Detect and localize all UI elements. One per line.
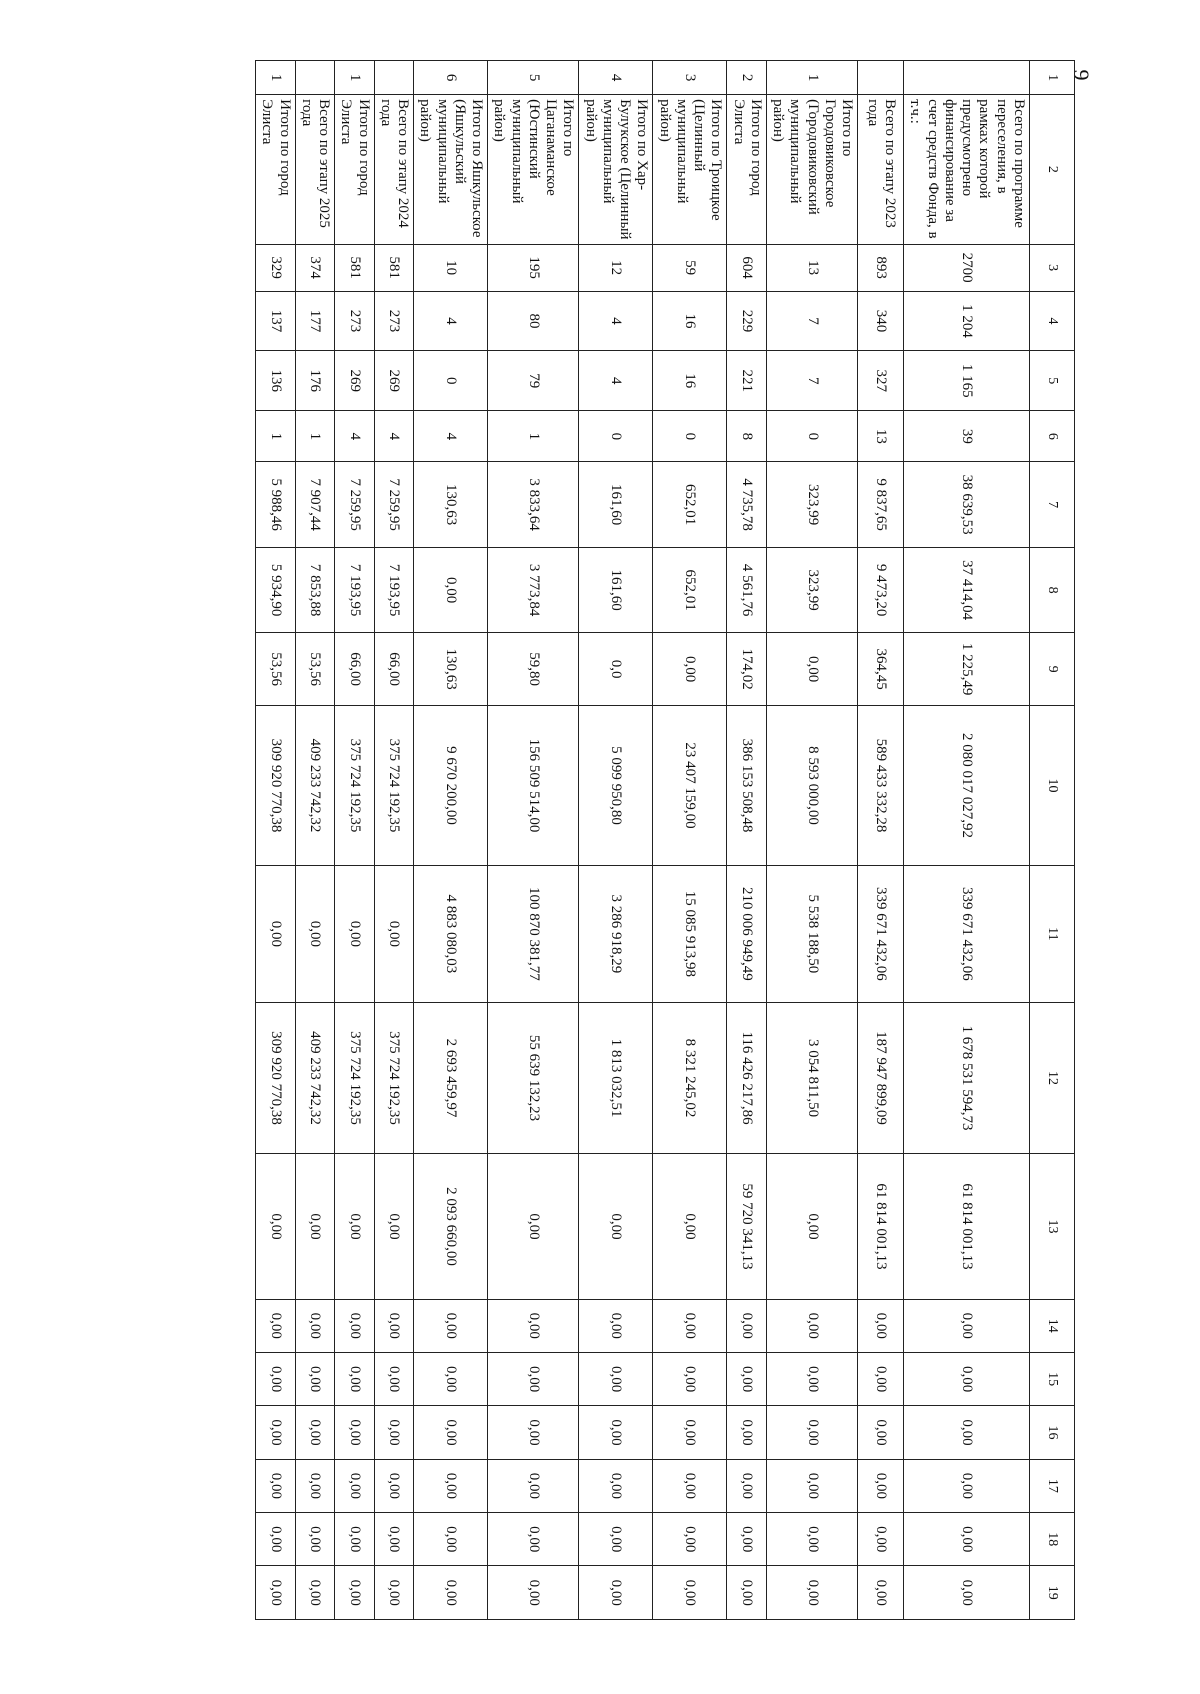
cell-value: 156 509 514,00 <box>488 705 579 865</box>
cell-value: 0,00 <box>488 1513 579 1566</box>
column-header: 12 <box>1030 1002 1075 1154</box>
cell-value: 2 693 459,97 <box>414 1002 488 1154</box>
row-label: Итого по Городовиковское (Городовиковский муниципальный район) <box>767 95 858 244</box>
cell-value: 4 <box>414 411 488 462</box>
cell-value: 0,00 <box>579 1154 653 1299</box>
resettlement-finance-table <box>255 60 1075 1620</box>
cell-value: 1 <box>256 411 296 462</box>
cell-value: 0,00 <box>904 1513 1030 1566</box>
cell-value: 4 561,76 <box>727 547 767 632</box>
cell-value: 116 426 217,86 <box>727 1002 767 1154</box>
cell-value: 0,00 <box>904 1352 1030 1405</box>
cell-value: 2 080 017 027,92 <box>904 705 1030 865</box>
column-header: 10 <box>1030 705 1075 865</box>
cell-value: 80 <box>488 291 579 351</box>
cell-value: 273 <box>374 291 414 351</box>
cell-value: 0,00 <box>727 1459 767 1512</box>
column-header: 17 <box>1030 1459 1075 1512</box>
row-number: 5 <box>488 61 579 95</box>
cell-value: 0,00 <box>335 1154 375 1299</box>
cell-value: 1 813 032,51 <box>579 1002 653 1154</box>
cell-value: 0,00 <box>727 1299 767 1352</box>
cell-value: 4 735,78 <box>727 462 767 547</box>
cell-value: 323,99 <box>767 547 858 632</box>
cell-value: 0,00 <box>579 1352 653 1405</box>
cell-value: 0,00 <box>374 1566 414 1620</box>
cell-value: 375 724 192,35 <box>335 705 375 865</box>
column-header: 4 <box>1030 291 1075 351</box>
cell-value: 12 <box>579 244 653 291</box>
table-row <box>374 61 414 1620</box>
cell-value: 0,00 <box>904 1299 1030 1352</box>
cell-value: 0,00 <box>414 1566 488 1620</box>
cell-value: 2700 <box>904 244 1030 291</box>
cell-value: 5 099 950,80 <box>579 705 653 865</box>
row-label: Итого по город Элиста <box>335 95 375 244</box>
table-row <box>256 61 296 1620</box>
cell-value: 130,63 <box>414 462 488 547</box>
column-header: 8 <box>1030 547 1075 632</box>
column-header: 7 <box>1030 462 1075 547</box>
cell-value: 0,00 <box>335 1299 375 1352</box>
column-header: 5 <box>1030 351 1075 411</box>
cell-value: 339 671 432,06 <box>904 866 1030 1003</box>
cell-value: 0,00 <box>858 1459 904 1512</box>
cell-value: 0,0 <box>579 633 653 706</box>
column-header: 16 <box>1030 1406 1075 1459</box>
cell-value: 0,00 <box>414 1352 488 1405</box>
cell-value: 3 833,64 <box>488 462 579 547</box>
cell-value: 66,00 <box>335 633 375 706</box>
cell-value: 0,00 <box>579 1566 653 1620</box>
cell-value: 269 <box>374 351 414 411</box>
cell-value: 0,00 <box>767 1299 858 1352</box>
cell-value: 0,00 <box>374 1513 414 1566</box>
cell-value: 0,00 <box>488 1352 579 1405</box>
cell-value: 0,00 <box>335 1352 375 1405</box>
cell-value: 0,00 <box>256 1459 296 1512</box>
cell-value: 0,00 <box>414 1513 488 1566</box>
cell-value: 0,00 <box>767 633 858 706</box>
table-row <box>904 61 1030 1620</box>
cell-value: 0,00 <box>767 1566 858 1620</box>
row-number <box>374 61 414 95</box>
cell-value: 9 837,65 <box>858 462 904 547</box>
cell-value: 79 <box>488 351 579 411</box>
cell-value: 309 920 770,38 <box>256 705 296 865</box>
row-label: Итого по Яшкульское (Яшкульский муниципальный район) <box>414 95 488 244</box>
cell-value: 23 407 159,00 <box>653 705 727 865</box>
cell-value: 0,00 <box>727 1566 767 1620</box>
cell-value: 0,00 <box>858 1299 904 1352</box>
cell-value: 2 093 660,00 <box>414 1154 488 1299</box>
cell-value: 53,56 <box>256 633 296 706</box>
cell-value: 0,00 <box>335 1459 375 1512</box>
cell-value: 409 233 742,32 <box>295 705 335 865</box>
row-label: Всего по этапу 2024 года <box>374 95 414 244</box>
table-row <box>727 61 767 1620</box>
cell-value: 3 054 811,50 <box>767 1002 858 1154</box>
cell-value: 1 678 531 594,73 <box>904 1002 1030 1154</box>
cell-value: 7 193,95 <box>374 547 414 632</box>
cell-value: 136 <box>256 351 296 411</box>
cell-value: 7 259,95 <box>374 462 414 547</box>
cell-value: 0,00 <box>295 1352 335 1405</box>
table-row <box>295 61 335 1620</box>
cell-value: 0,00 <box>374 1406 414 1459</box>
cell-value: 0,00 <box>295 1154 335 1299</box>
row-label: Всего по этапу 2023 года <box>858 95 904 244</box>
column-header: 1 <box>1030 61 1075 95</box>
column-header: 11 <box>1030 866 1075 1003</box>
cell-value: 0 <box>767 411 858 462</box>
cell-value: 0,00 <box>653 633 727 706</box>
table-row <box>858 61 904 1620</box>
cell-value: 1 <box>295 411 335 462</box>
cell-value: 0,00 <box>256 1406 296 1459</box>
row-number <box>295 61 335 95</box>
cell-value: 0,00 <box>335 1566 375 1620</box>
cell-value: 339 671 432,06 <box>858 866 904 1003</box>
cell-value: 187 947 899,09 <box>858 1002 904 1154</box>
cell-value: 0,00 <box>767 1154 858 1299</box>
cell-value: 0,00 <box>579 1513 653 1566</box>
cell-value: 7 193,95 <box>335 547 375 632</box>
cell-value: 4 <box>579 291 653 351</box>
column-header: 14 <box>1030 1299 1075 1352</box>
cell-value: 210 006 949,49 <box>727 866 767 1003</box>
cell-value: 0,00 <box>488 1459 579 1512</box>
cell-value: 137 <box>256 291 296 351</box>
cell-value: 221 <box>727 351 767 411</box>
cell-value: 0,00 <box>295 1513 335 1566</box>
cell-value: 0,00 <box>579 1299 653 1352</box>
cell-value: 409 233 742,32 <box>295 1002 335 1154</box>
cell-value: 4 883 080,03 <box>414 866 488 1003</box>
row-number: 1 <box>335 61 375 95</box>
column-header: 18 <box>1030 1513 1075 1566</box>
cell-value: 0,00 <box>414 1459 488 1512</box>
cell-value: 0,00 <box>579 1406 653 1459</box>
cell-value: 589 433 332,28 <box>858 705 904 865</box>
table-row <box>653 61 727 1620</box>
cell-value: 0,00 <box>488 1566 579 1620</box>
row-label: Итого по Цаганаманское (Юстинский муниципальный район) <box>488 95 579 244</box>
cell-value: 0,00 <box>904 1406 1030 1459</box>
cell-value: 0,00 <box>374 866 414 1003</box>
cell-value: 0,00 <box>579 1459 653 1512</box>
table-row <box>488 61 579 1620</box>
header-row <box>1030 61 1075 1620</box>
cell-value: 0,00 <box>653 1513 727 1566</box>
cell-value: 581 <box>374 244 414 291</box>
cell-value: 4 <box>579 351 653 411</box>
cell-value: 59 720 341,13 <box>727 1154 767 1299</box>
row-label: Итого по Троицкое (Целинный муниципальный район) <box>653 95 727 244</box>
cell-value: 0,00 <box>767 1406 858 1459</box>
column-header: 3 <box>1030 244 1075 291</box>
cell-value: 0,00 <box>256 1566 296 1620</box>
rotated-table-container <box>65 60 1075 1620</box>
cell-value: 7 259,95 <box>335 462 375 547</box>
cell-value: 37 414,04 <box>904 547 1030 632</box>
cell-value: 0,00 <box>256 1352 296 1405</box>
cell-value: 652,01 <box>653 462 727 547</box>
cell-value: 13 <box>858 411 904 462</box>
cell-value: 0,00 <box>256 866 296 1003</box>
cell-value: 0,00 <box>414 547 488 632</box>
cell-value: 0,00 <box>904 1459 1030 1512</box>
cell-value: 0,00 <box>653 1459 727 1512</box>
cell-value: 0 <box>579 411 653 462</box>
cell-value: 0,00 <box>295 866 335 1003</box>
column-header: 2 <box>1030 95 1075 244</box>
cell-value: 893 <box>858 244 904 291</box>
row-number: 3 <box>653 61 727 95</box>
cell-value: 9 670 200,00 <box>414 705 488 865</box>
cell-value: 5 538 188,50 <box>767 866 858 1003</box>
row-label: Всего по этапу 2025 года <box>295 95 335 244</box>
row-label: Итого по город Элиста <box>727 95 767 244</box>
cell-value: 0,00 <box>653 1352 727 1405</box>
cell-value: 130,63 <box>414 633 488 706</box>
cell-value: 4 <box>414 291 488 351</box>
cell-value: 7 853,88 <box>295 547 335 632</box>
cell-value: 0,00 <box>414 1299 488 1352</box>
cell-value: 195 <box>488 244 579 291</box>
cell-value: 0,00 <box>374 1299 414 1352</box>
cell-value: 0,00 <box>335 1406 375 1459</box>
cell-value: 53,56 <box>295 633 335 706</box>
cell-value: 0,00 <box>374 1352 414 1405</box>
row-number: 6 <box>414 61 488 95</box>
cell-value: 0 <box>653 411 727 462</box>
cell-value: 652,01 <box>653 547 727 632</box>
cell-value: 1 204 <box>904 291 1030 351</box>
row-number <box>858 61 904 95</box>
cell-value: 0,00 <box>488 1299 579 1352</box>
cell-value: 375 724 192,35 <box>335 1002 375 1154</box>
cell-value: 7 <box>767 351 858 411</box>
cell-value: 0,00 <box>767 1513 858 1566</box>
cell-value: 177 <box>295 291 335 351</box>
cell-value: 176 <box>295 351 335 411</box>
cell-value: 15 085 913,98 <box>653 866 727 1003</box>
cell-value: 8 321 245,02 <box>653 1002 727 1154</box>
cell-value: 0,00 <box>858 1352 904 1405</box>
table-row <box>767 61 858 1620</box>
cell-value: 329 <box>256 244 296 291</box>
cell-value: 229 <box>727 291 767 351</box>
cell-value: 13 <box>767 244 858 291</box>
cell-value: 0,00 <box>653 1406 727 1459</box>
cell-value: 0,00 <box>295 1299 335 1352</box>
cell-value: 0,00 <box>727 1406 767 1459</box>
row-number: 1 <box>256 61 296 95</box>
cell-value: 327 <box>858 351 904 411</box>
cell-value: 3 773,84 <box>488 547 579 632</box>
row-label: Всего по программе переселения, в рамках которой предусмотрено финансирование за счет средств Фонда, в т.ч.: <box>904 95 1030 244</box>
cell-value: 3 286 918,29 <box>579 866 653 1003</box>
cell-value: 38 639,53 <box>904 462 1030 547</box>
cell-value: 0,00 <box>727 1513 767 1566</box>
row-number: 2 <box>727 61 767 95</box>
cell-value: 0,00 <box>858 1513 904 1566</box>
cell-value: 4 <box>335 411 375 462</box>
cell-value: 375 724 192,35 <box>374 1002 414 1154</box>
cell-value: 39 <box>904 411 1030 462</box>
row-number: 1 <box>767 61 858 95</box>
cell-value: 0,00 <box>767 1459 858 1512</box>
cell-value: 16 <box>653 291 727 351</box>
column-header: 9 <box>1030 633 1075 706</box>
cell-value: 8 <box>727 411 767 462</box>
column-header: 6 <box>1030 411 1075 462</box>
cell-value: 581 <box>335 244 375 291</box>
cell-value: 5 934,90 <box>256 547 296 632</box>
cell-value: 0,00 <box>256 1513 296 1566</box>
cell-value: 61 814 001,13 <box>904 1154 1030 1299</box>
cell-value: 364,45 <box>858 633 904 706</box>
cell-value: 1 225,49 <box>904 633 1030 706</box>
cell-value: 55 639 132,23 <box>488 1002 579 1154</box>
cell-value: 0,00 <box>335 866 375 1003</box>
cell-value: 340 <box>858 291 904 351</box>
cell-value: 161,60 <box>579 547 653 632</box>
cell-value: 0,00 <box>488 1406 579 1459</box>
table-row <box>414 61 488 1620</box>
row-number <box>904 61 1030 95</box>
cell-value: 0,00 <box>858 1566 904 1620</box>
cell-value: 273 <box>335 291 375 351</box>
cell-value: 59 <box>653 244 727 291</box>
cell-value: 4 <box>374 411 414 462</box>
cell-value: 59,80 <box>488 633 579 706</box>
column-header: 15 <box>1030 1352 1075 1405</box>
cell-value: 61 814 001,13 <box>858 1154 904 1299</box>
cell-value: 5 988,46 <box>256 462 296 547</box>
cell-value: 0,00 <box>295 1566 335 1620</box>
column-header: 19 <box>1030 1566 1075 1620</box>
column-header: 13 <box>1030 1154 1075 1299</box>
cell-value: 1 165 <box>904 351 1030 411</box>
table-row <box>579 61 653 1620</box>
cell-value: 0,00 <box>727 1352 767 1405</box>
cell-value: 269 <box>335 351 375 411</box>
cell-value: 375 724 192,35 <box>374 705 414 865</box>
cell-value: 0,00 <box>335 1513 375 1566</box>
cell-value: 604 <box>727 244 767 291</box>
cell-value: 0,00 <box>858 1406 904 1459</box>
cell-value: 174,02 <box>727 633 767 706</box>
cell-value: 0,00 <box>295 1459 335 1512</box>
row-label: Итого по Хар-Булукское (Целинный муниципальный район) <box>579 95 653 244</box>
cell-value: 0,00 <box>414 1406 488 1459</box>
cell-value: 9 473,20 <box>858 547 904 632</box>
cell-value: 1 <box>488 411 579 462</box>
cell-value: 374 <box>295 244 335 291</box>
cell-value: 16 <box>653 351 727 411</box>
cell-value: 0,00 <box>488 1154 579 1299</box>
cell-value: 0,00 <box>904 1566 1030 1620</box>
cell-value: 386 153 508,48 <box>727 705 767 865</box>
cell-value: 10 <box>414 244 488 291</box>
cell-value: 323,99 <box>767 462 858 547</box>
page-number: 9 <box>1069 69 1094 81</box>
cell-value: 0,00 <box>374 1154 414 1299</box>
cell-value: 8 593 000,00 <box>767 705 858 865</box>
cell-value: 0 <box>414 351 488 411</box>
cell-value: 0,00 <box>374 1459 414 1512</box>
cell-value: 0,00 <box>653 1154 727 1299</box>
cell-value: 7 <box>767 291 858 351</box>
row-number: 4 <box>579 61 653 95</box>
cell-value: 66,00 <box>374 633 414 706</box>
cell-value: 0,00 <box>256 1299 296 1352</box>
cell-value: 100 870 381,77 <box>488 866 579 1003</box>
table-row <box>335 61 375 1620</box>
cell-value: 7 907,44 <box>295 462 335 547</box>
cell-value: 0,00 <box>295 1406 335 1459</box>
row-label: Итого по город Элиста <box>256 95 296 244</box>
cell-value: 0,00 <box>767 1352 858 1405</box>
cell-value: 0,00 <box>653 1566 727 1620</box>
cell-value: 161,60 <box>579 462 653 547</box>
cell-value: 0,00 <box>256 1154 296 1299</box>
cell-value: 0,00 <box>653 1299 727 1352</box>
cell-value: 309 920 770,38 <box>256 1002 296 1154</box>
